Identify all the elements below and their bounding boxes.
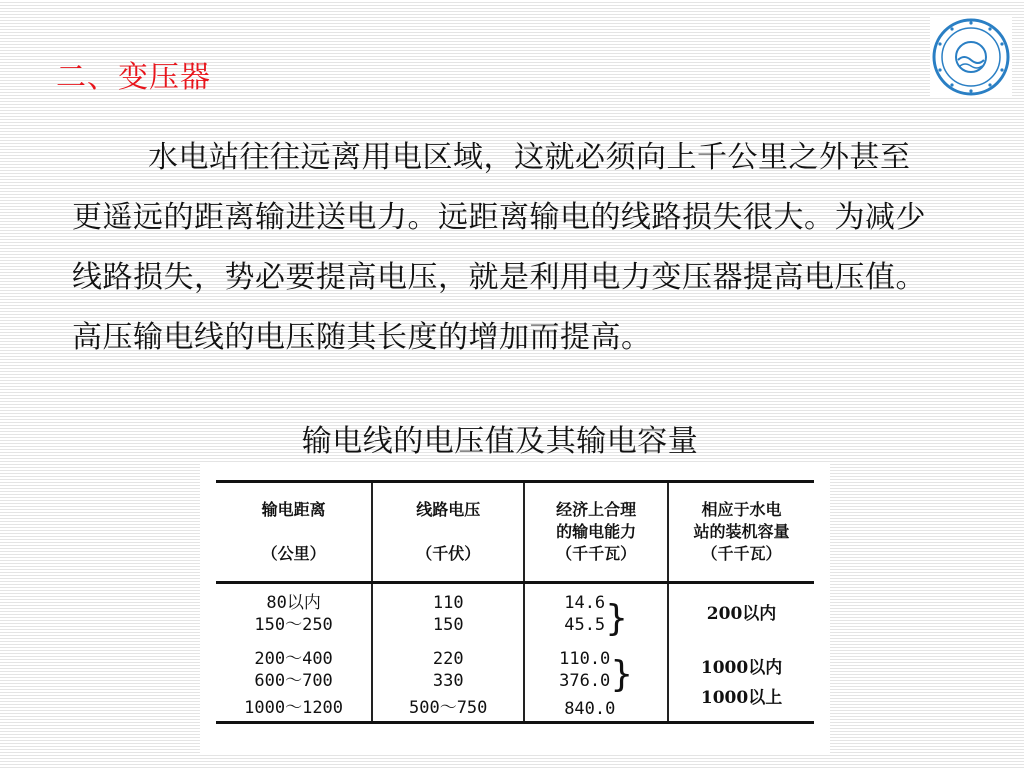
distance-cell: 80以内 150～250	[254, 593, 333, 636]
header-installed: 相应于水电 站的装机容量 （千千瓦）	[668, 482, 814, 583]
brace-icon: }	[605, 598, 629, 640]
header-distance: 输电距离 （公里）	[261, 500, 326, 563]
slide-title: 二、变压器	[56, 60, 211, 95]
table-row	[216, 645, 814, 695]
transmission-table-figure	[200, 462, 830, 754]
voltage-cell: 110 150	[372, 583, 524, 645]
header-voltage: 线路电压 （千伏）	[372, 482, 524, 583]
table-caption: 输电线的电压值及其输电容量	[301, 424, 699, 459]
header-capacity: 经济上合理 的输电能力 （千千瓦）	[524, 482, 668, 583]
brace-icon: }	[610, 653, 634, 695]
body-paragraph: 水电站往往远离用电区域，这就必须向上千公里之外甚至更遥远的距离输进送电力。远距离输电的线路损失很大。为减少线路损失，势必要提高电压，就是利用电力变压器提高电压值。高压输电线的电压随其长度的增加而提高。	[72, 140, 926, 355]
logo-seal-icon	[930, 16, 1012, 98]
capacity-cell: 110.0 376.0 }	[524, 645, 668, 695]
table-row	[216, 583, 814, 645]
table-header-row	[216, 482, 814, 583]
distance-cell: 200～400 600～700	[254, 648, 333, 691]
voltage-cell: 220 330	[372, 645, 524, 695]
installed-cell: 1000以内 1000以上	[668, 645, 814, 723]
capacity-cell: 14.6 45.5 }	[524, 583, 668, 645]
capacity-cell: 840.0	[524, 695, 668, 723]
installed-cell: 200以内	[668, 583, 814, 645]
transmission-table	[216, 480, 814, 724]
voltage-cell: 500～750	[372, 695, 524, 723]
distance-cell: 1000～1200	[244, 697, 344, 718]
university-logo	[930, 16, 1012, 98]
